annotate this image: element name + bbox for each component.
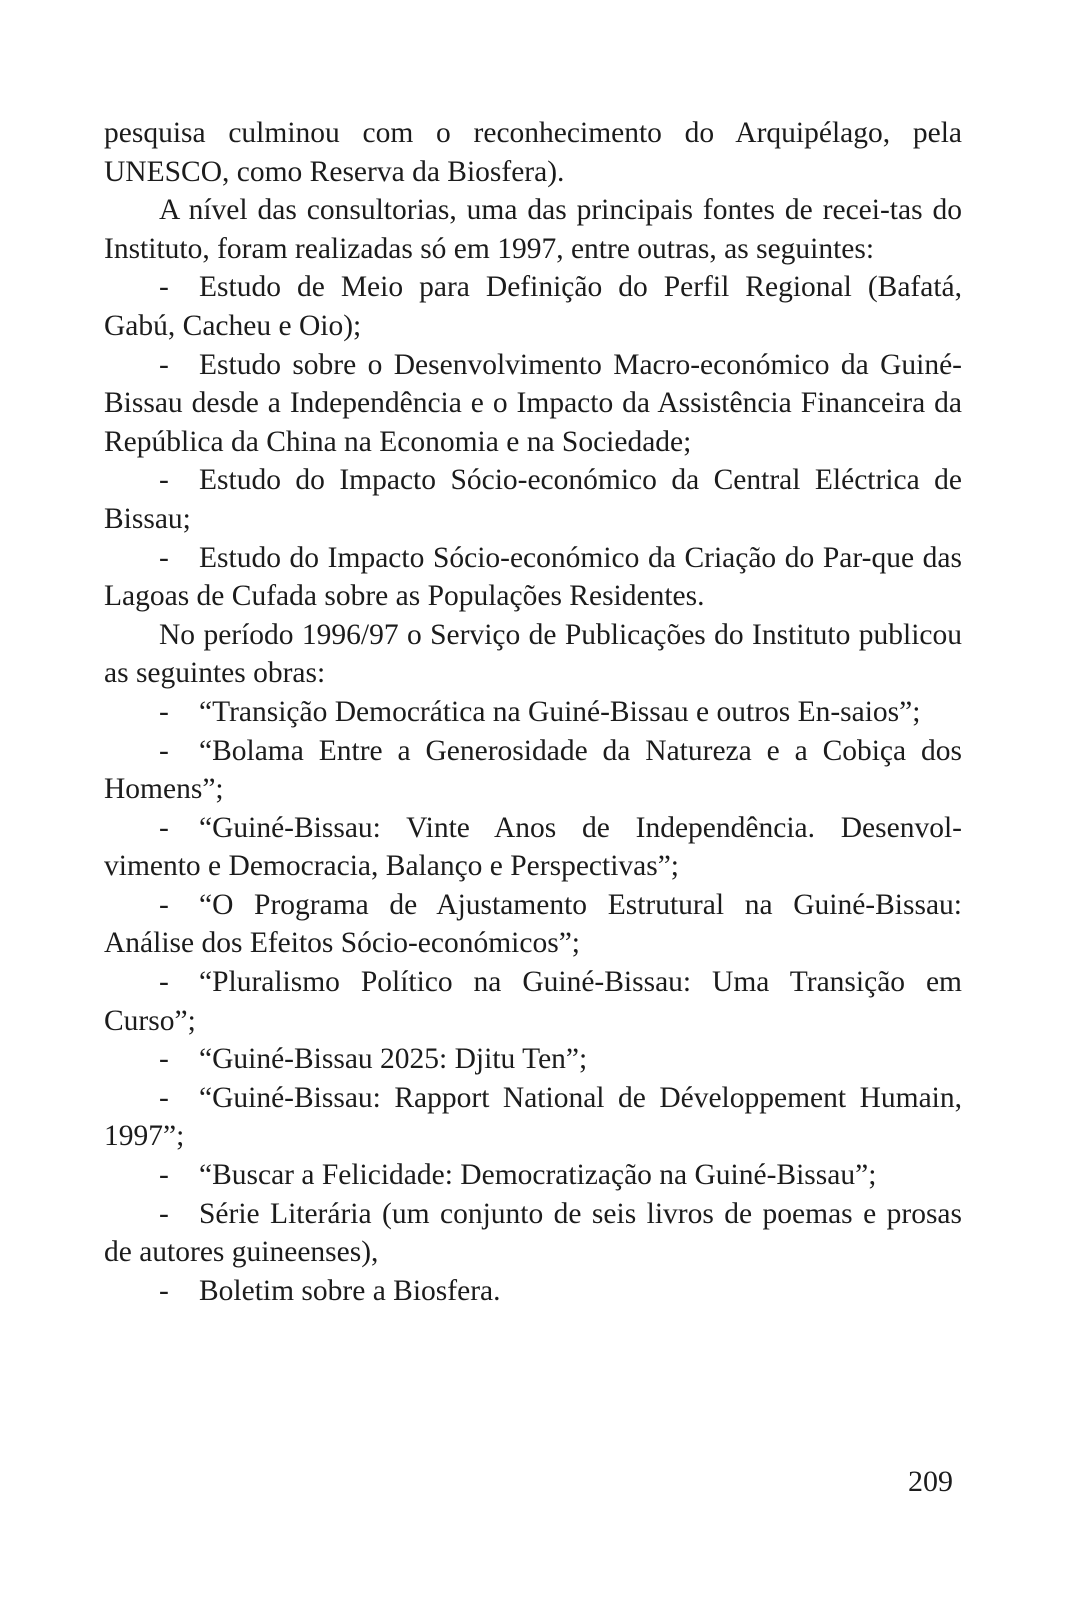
bullet-dash: -: [159, 1043, 169, 1076]
paragraph-publications-intro: No período 1996/97 o Serviço de Publicações do Instituto publicou as seguintes obras:: [104, 618, 962, 690]
list-item-text: “O Programa de Ajustamento Estrutural na Guiné-Bissau: Análise dos Efeitos Sócio-económicos”;: [104, 888, 962, 960]
list-item-text: Série Literária (um conjunto de seis livros de poemas e prosas de autores guineenses),: [104, 1197, 962, 1269]
list-item-text: Boletim sobre a Biosfera.: [199, 1274, 501, 1307]
list-item-text: “Guiné-Bissau 2025: Djitu Ten”;: [199, 1043, 588, 1076]
list-item-text: “Pluralismo Político na Guiné-Bissau: Uma Transição em Curso”;: [104, 966, 962, 1037]
list-item: [104, 963, 962, 1040]
list-item-text: Estudo de Meio para Definição do Perfil Regional (Bafatá, Gabú, Cacheu e Oio);: [104, 271, 962, 342]
bullet-dash: -: [159, 541, 169, 574]
page-number: 209: [908, 1465, 953, 1498]
page-body: [104, 114, 962, 1310]
list-item: [104, 809, 962, 886]
list-item: [104, 1156, 962, 1195]
list-item: [104, 346, 962, 462]
bullet-dash: -: [159, 811, 169, 844]
list-item-text: Estudo sobre o Desenvolvimento Macro-económico da Guiné-Bissau desde a Independência e o Impacto da Assistência Financeira da República da China na Economia e na Sociedade;: [104, 348, 962, 458]
list-item-text: Estudo do Impacto Sócio-económico da Criação do Par-que das Lagoas de Cufada sobre as Populações Residentes.: [104, 541, 962, 613]
bullet-dash: -: [159, 271, 169, 304]
bullet-dash: -: [159, 348, 169, 381]
bullet-dash: -: [159, 1159, 169, 1192]
list-item: [104, 1195, 962, 1272]
list-item: [104, 539, 962, 616]
publications-list: [104, 693, 962, 1311]
list-item: [104, 693, 962, 732]
consultancies-list: [104, 268, 962, 615]
list-item-text: “Bolama Entre a Generosidade da Natureza e a Cobiça dos Homens”;: [104, 734, 962, 806]
list-item: [104, 886, 962, 963]
bullet-dash: -: [159, 464, 169, 497]
bullet-dash: -: [159, 1081, 169, 1114]
list-item-text: “Guiné-Bissau: Vinte Anos de Independência. Desenvol-vimento e Democracia, Balanço e Perspectivas”;: [104, 811, 962, 883]
list-item-text: Estudo do Impacto Sócio-económico da Central Eléctrica de Bissau;: [104, 464, 962, 535]
list-item-text: “Transição Democrática na Guiné-Bissau e outros En-saios”;: [199, 695, 921, 728]
list-item: [104, 1079, 962, 1156]
list-item: [104, 732, 962, 809]
list-item-text: “Guiné-Bissau: Rapport National de Développement Humain, 1997”;: [104, 1081, 962, 1153]
bullet-dash: -: [159, 734, 169, 767]
list-item: [104, 1272, 962, 1311]
bullet-dash: -: [159, 695, 169, 728]
list-item-text: “Buscar a Felicidade: Democratização na Guiné-Bissau”;: [199, 1159, 877, 1192]
paragraph-continuation: pesquisa culminou com o reconhecimento do Arquipélago, pela UNESCO, como Reserva da Biosfera).: [104, 117, 962, 188]
list-item: [104, 1040, 962, 1079]
paragraph-consultancies-intro: A nível das consultorias, uma das principais fontes de recei-tas do Instituto, foram realizadas só em 1997, entre outras, as seguintes:: [104, 194, 962, 265]
bullet-dash: -: [159, 1197, 169, 1230]
list-item: [104, 268, 962, 345]
list-item: [104, 461, 962, 538]
bullet-dash: -: [159, 888, 169, 921]
bullet-dash: -: [159, 1274, 169, 1307]
bullet-dash: -: [159, 966, 169, 999]
